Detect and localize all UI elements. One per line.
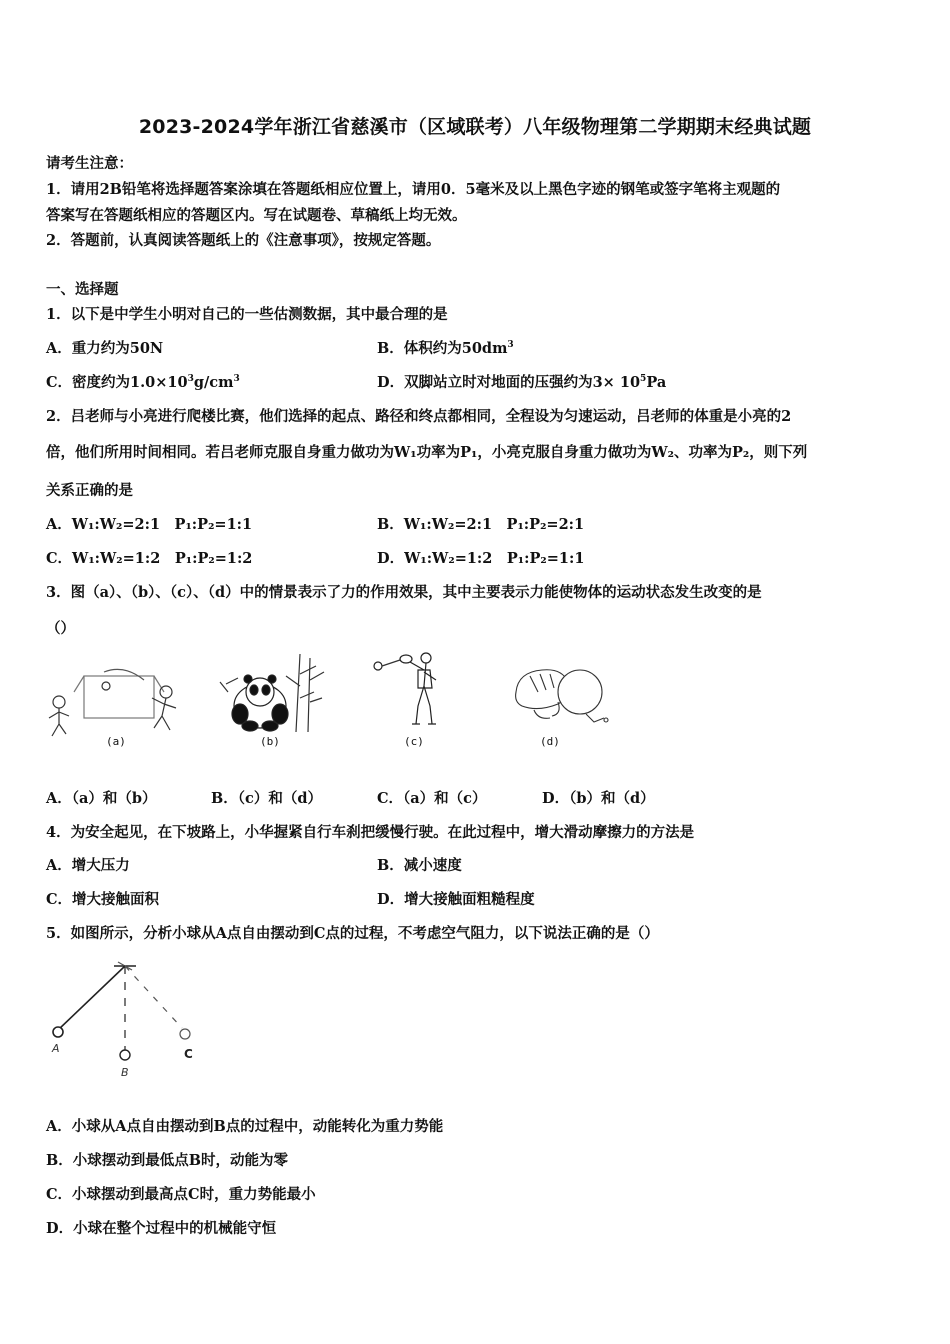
q2-option-b: B．W₁:W₂=2:1 P₁:P₂=2:1	[377, 516, 585, 533]
q4-option-d: D．增大接触面粗糙程度	[377, 891, 535, 908]
section-heading: 一、选择题	[46, 281, 119, 298]
q3-figure-d	[508, 662, 618, 734]
q2-option-c: C．W₁:W₂=1:2 P₁:P₂=1:2	[46, 550, 253, 567]
q1-option-c: C．密度约为$1.0\times 10^3g/cm^3$	[46, 374, 240, 391]
q5-pendulum-figure	[44, 958, 214, 1080]
q5-stem: 5．如图所示，分析小球从A点自由摆动到C点的过程，不考虑空气阻力，以下说法正确的是（）	[46, 925, 659, 942]
q2-option-d: D．W₁:W₂=1:2 P₁:P₂=1:1	[377, 550, 585, 567]
q5-option-a: A．小球从A点自由摆动到B点的过程中，动能转化为重力势能	[46, 1118, 444, 1135]
q3-figure-a-label: (a)	[106, 735, 126, 748]
notice-item-2: 2．答题前，认真阅读答题纸上的《注意事项》，按规定答题。	[46, 232, 441, 249]
page-title: 2023-2024学年浙江省慈溪市（区域联考）八年级物理第二学期期末经典试题	[138, 116, 812, 138]
q1-stem: 1．以下是中学生小明对自己的一些估测数据，其中最合理的是	[46, 306, 448, 323]
q2-stem-line2: 倍，他们所用时间相同。若吕老师克服自身重力做功为W₁功率为P₁，小亮克服自身重力做功为W₂、功率为P₂，则下列	[46, 444, 808, 461]
q5-label-b: B	[121, 1066, 129, 1079]
q3-stem-line2: （）	[46, 620, 75, 637]
notice-heading: 请考生注意：	[46, 155, 133, 172]
q5-option-c: C．小球摆动到最高点C时，重力势能最小	[46, 1186, 316, 1203]
q3-figure-b	[216, 654, 326, 734]
q5-label-a: A	[52, 1042, 60, 1055]
q3-figure-d-label: (d)	[540, 735, 560, 748]
notice-item-1b: 答案写在答题纸相应的答题区内。写在试题卷、草稿纸上均无效。	[46, 207, 467, 224]
q1-option-d: D．双脚站立时对地面的压强约为$3\times 10^5Pa$	[377, 374, 667, 391]
q1-option-a: A．重力约为50N	[46, 340, 164, 357]
q1-option-b: B．体积约为$50dm^3$	[377, 340, 514, 357]
q2-stem-line1: 2．吕老师与小亮进行爬楼比赛，他们选择的起点、路径和终点都相同，全程设为匀速运动，吕老师的体重是小亮的2	[46, 408, 792, 425]
q3-stem-line1: 3．图（a）、（b）、（c）、（d）中的情景表示了力的作用效果，其中主要表示力能使物体的运动状态发生改变的是	[46, 584, 762, 601]
q4-option-c: C．增大接触面积	[46, 891, 160, 908]
q5-option-d: D．小球在整个过程中的机械能守恒	[46, 1220, 277, 1237]
q5-option-b: B．小球摆动到最低点B时，动能为零	[46, 1152, 289, 1169]
q3-option-b: B．（c）和（d）	[211, 790, 322, 807]
q3-option-d: D．（b）和（d）	[542, 790, 655, 807]
q3-figure-a	[44, 662, 194, 742]
q3-figure-c-label: (c)	[404, 735, 424, 748]
q3-figure-b-label: (b)	[260, 735, 280, 748]
q2-option-a: A．W₁:W₂=2:1 P₁:P₂=1:1	[46, 516, 253, 533]
q5-label-c: C	[184, 1047, 193, 1061]
q2-stem-line3: 关系正确的是	[46, 482, 133, 499]
q3-option-c: C．（a）和（c）	[377, 790, 487, 807]
q3-option-a: A．（a）和（b）	[46, 790, 157, 807]
q3-figure-c	[366, 648, 456, 730]
q4-stem: 4．为安全起见，在下坡路上，小华握紧自行车刹把缓慢行驶。在此过程中，增大滑动摩擦力的方法是	[46, 824, 695, 841]
q4-option-b: B．减小速度	[377, 857, 462, 874]
q4-option-a: A．增大压力	[46, 857, 130, 874]
notice-item-1a: 1．请用2B铅笔将选择题答案涂填在答题纸相应位置上，请用0．5毫米及以上黑色字迹的钢笔或签字笔将主观题的	[46, 181, 781, 198]
